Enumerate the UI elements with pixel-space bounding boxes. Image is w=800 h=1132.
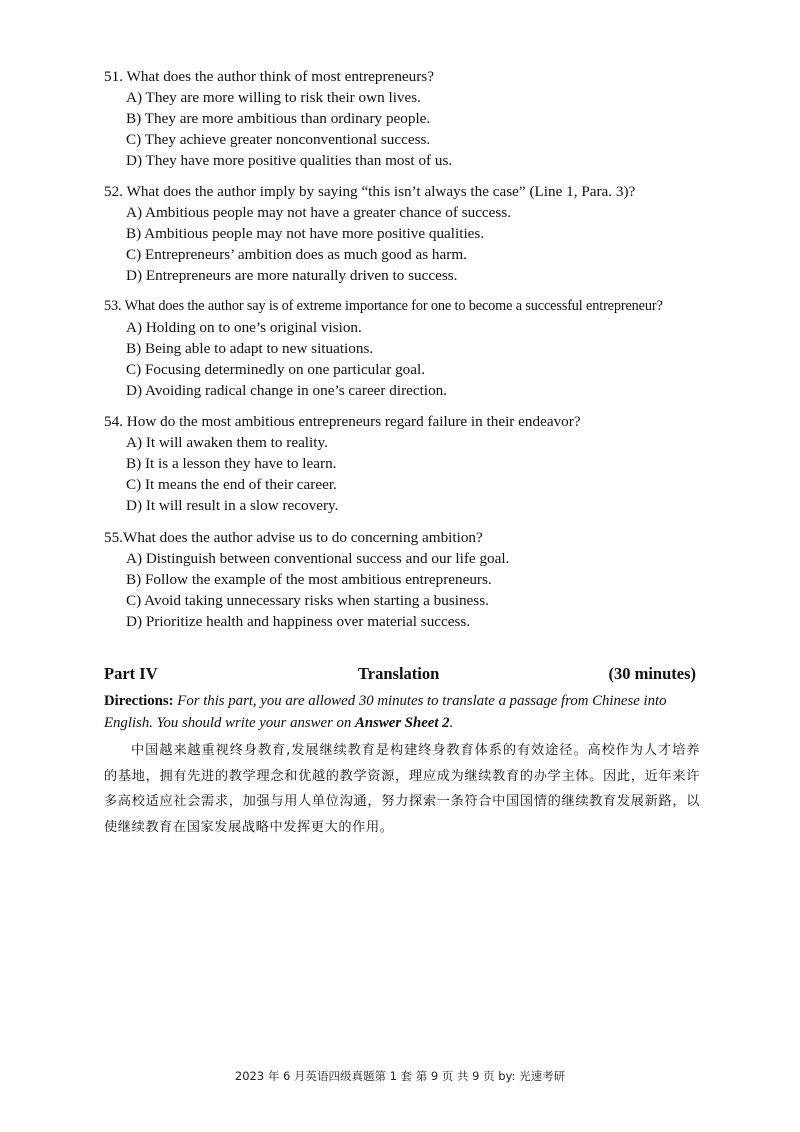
question-51	[104, 66, 744, 171]
option-a: A) Distinguish between conventional success and our life goal.	[126, 550, 510, 567]
option-c: C) Entrepreneurs’ ambition does as much good as harm.	[126, 246, 467, 263]
question-stem: 54. How do the most ambitious entrepreneurs regard failure in their endeavor?	[104, 413, 581, 430]
part-label: Part IV	[104, 664, 158, 683]
directions	[104, 690, 704, 734]
question-54	[104, 411, 744, 516]
option-b: B) Follow the example of the most ambitious entrepreneurs.	[126, 571, 492, 588]
option-a: A) Holding on to one’s original vision.	[126, 319, 362, 336]
option-b: B) Being able to adapt to new situations.	[126, 340, 374, 357]
part-time: (30 minutes)	[608, 664, 696, 683]
page-footer: 2023 年 6 月英语四级真题第 1 套 第 9 页 共 9 页 by: 光速考研	[234, 1069, 566, 1083]
part-title: Translation	[358, 664, 440, 683]
option-b: B) They are more ambitious than ordinary people.	[126, 110, 431, 127]
question-stem: 55.What does the author advise us to do concerning ambition?	[104, 529, 483, 546]
question-52	[104, 181, 744, 286]
option-b: B) Ambitious people may not have more positive qualities.	[126, 225, 485, 242]
directions-label: Directions:	[104, 693, 174, 709]
option-d: D) Prioritize health and happiness over material success.	[126, 613, 471, 630]
question-55	[104, 527, 744, 632]
question-stem: 52. What does the author imply by saying “this isn’t always the case” (Line 1, Para. 3)?	[104, 183, 636, 200]
option-a: A) Ambitious people may not have a greater chance of success.	[126, 204, 512, 221]
option-c: C) Avoid taking unnecessary risks when starting a business.	[126, 592, 489, 609]
option-c: C) It means the end of their career.	[126, 476, 337, 493]
option-a: A) It will awaken them to reality.	[126, 434, 328, 451]
translation-passage: 中国越来越重视终身教育,发展继续教育是构建终身教育体系的有效途径。高校作为人才培养的基地，拥有先进的教学理念和优越的教学资源，理应成为继续教育的办学主体。因此，近年来许多高校适应社会需求，加强与用人单位沟通，努力探索一条符合中国国情的继续教育发展新路，以使继续教育在国家发展战略中发挥更大的作用。	[104, 743, 700, 835]
answer-sheet-reference: Answer Sheet 2	[355, 715, 450, 731]
option-d: D) They have more positive qualities than most of us.	[126, 152, 453, 169]
option-d: D) It will result in a slow recovery.	[126, 497, 339, 514]
directions-end: .	[449, 715, 454, 731]
question-stem: 53. What does the author say is of extreme importance for one to become a successful entrepreneur?	[104, 298, 663, 314]
option-c: C) Focusing determinedly on one particular goal.	[126, 361, 426, 378]
question-53	[104, 296, 744, 401]
option-d: D) Entrepreneurs are more naturally driven to success.	[126, 267, 458, 284]
option-b: B) It is a lesson they have to learn.	[126, 455, 337, 472]
option-a: A) They are more willing to risk their own lives.	[126, 89, 421, 106]
directions-text: For this part, you are allowed 30 minutes to translate a passage from Chinese into English. You should write your answer on	[104, 693, 667, 731]
option-c: C) They achieve greater nonconventional success.	[126, 131, 431, 148]
question-stem: 51. What does the author think of most entrepreneurs?	[104, 68, 434, 85]
part-header	[104, 664, 696, 688]
option-d: D) Avoiding radical change in one’s career direction.	[126, 382, 448, 399]
